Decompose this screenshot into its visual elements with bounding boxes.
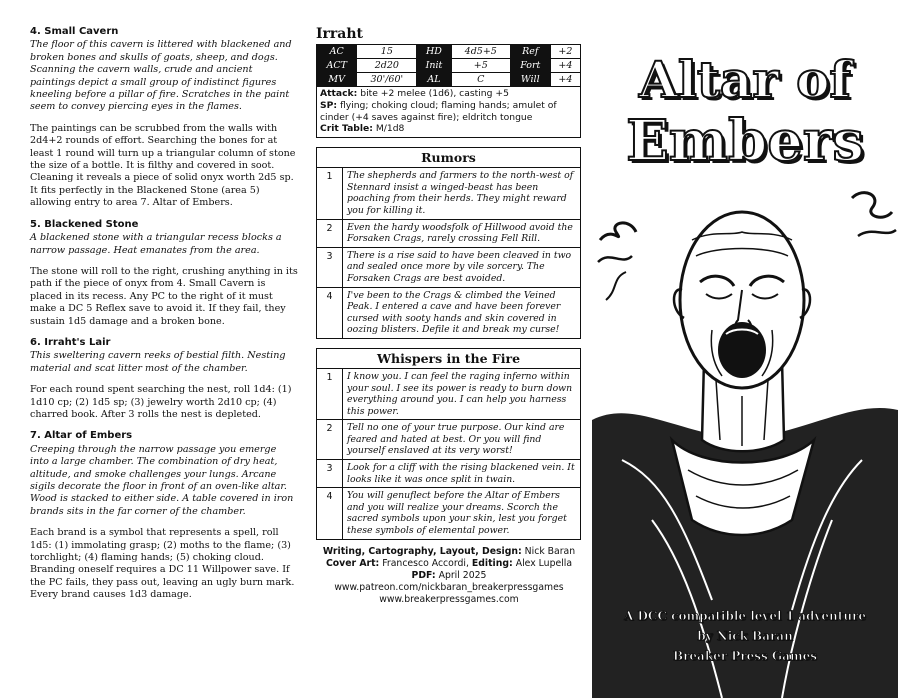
section-heading-irrahts-lair: 6. Irraht's Lair (30, 336, 111, 348)
stat-block-title: Irraht (316, 26, 364, 42)
stat-value: +2 (550, 45, 580, 59)
credit-edit-label: Editing: (471, 557, 513, 569)
table-row (317, 248, 580, 288)
stat-value: +5 (451, 59, 510, 73)
table-row (317, 220, 580, 248)
stat-key: Fort (510, 59, 550, 73)
stat-value: C (451, 73, 510, 87)
credit-pdf (316, 570, 582, 582)
crit-value: M/1d8 (372, 123, 405, 135)
credit-edit-value: Alex Lupella (512, 557, 573, 569)
sp-value: flying; choking cloud; flaming hands; amulet of cinder (+4 saves against fire); eldritch tongue (320, 99, 557, 123)
stat-row (317, 59, 581, 73)
boxed-text-irrahts-lair: This sweltering cavern reeks of bestial filth. Nesting material and scat litter most of the chamber. (30, 350, 286, 374)
row-number: 3 (317, 460, 343, 487)
row-number: 4 (317, 488, 343, 538)
row-number: 3 (317, 248, 343, 287)
stat-key: Ref (510, 45, 550, 59)
stat-value: +4 (550, 73, 580, 87)
row-text: Even the hardy woodsfolk of Hillwood avoid the Forsaken Crags, rarely crossing Fell Rill. (347, 221, 573, 245)
boxed-text-small-cavern: The floor of this cavern is littered with blackened and broken bones and skulls of goats, sheep, and dogs. Scanning the cavern walls, crude and ancient paintings depict a small group of indistinct figures kneeling before a pillar of fire. Scratches in the paint seem to convey piercing eyes in the flames. (30, 39, 292, 113)
stat-key: Will (510, 73, 550, 87)
table-row (317, 288, 580, 338)
attack-value: bite +2 melee (1d6), casting +5 (357, 88, 509, 99)
stat-key: MV (317, 73, 357, 87)
whispers-table (316, 348, 581, 540)
body-text-altar-of-embers: Each brand is a symbol that represents a spell, roll 1d5: (1) immolating grasp; (2) moths to the flame; (3) torchlight; (4) flaming hands; (5) choking cloud. Branding oneself requires a DC 11 Willpower save. If the PC fails, they pass out, leaving an ugly burn mark. Every brand causes 1d3 damage. (30, 527, 295, 601)
table-row (317, 369, 580, 420)
row-text: I've been to the Crags & climbed the Veined Peak. I entered a cave and have been forever cursed with sooty hands and skin covered in oozing blisters. Defile it and break my curse! (347, 289, 561, 336)
row-text: You will genuflect before the Altar of Embers and you will realize your dreams. Scorch the sacred symbols upon your skin, lest you forget these symbols of elemental power. (347, 490, 567, 537)
stat-value: +4 (550, 59, 580, 73)
stat-details (316, 87, 581, 138)
rumors-title: Rumors (317, 148, 580, 168)
body-text-small-cavern: The paintings can be scrubbed from the walls with 2d4+2 rounds of effort. Searching the bones for at least 1 round will turn up a triangular column of stone the size of a bottle. It is filthy and covered in soot. Cleaning it reveals a piece of solid onyx worth 2d5 sp. It fits perfectly in the Blackened Stone (area 5) allowing entry to area 7. Altar of Embers. (30, 122, 296, 209)
row-text: I know you. I can feel the raging inferno within your soul. I see its power is ready to burn down everything around you. I can help you harness this power. (347, 370, 573, 417)
credit-art-label: Cover Art: (325, 557, 380, 569)
body-text-irrahts-lair: For each round spent searching the nest, roll 1d4: (1) 1d10 cp; (2) 1d5 sp; (3) jewelry worth 2d10 cp; (4) charred book. After 3 rolls the nest is depleted. (30, 384, 292, 420)
cover-panel (592, 0, 898, 698)
row-text: The shepherds and farmers to the north-west of Stennard insist a winged-beast has been poaching from their herds. They might reward you for killing it. (347, 170, 574, 216)
stat-key: ACT (317, 59, 357, 73)
table-row (317, 488, 580, 538)
stat-key: AL (417, 73, 452, 87)
credit-art-editing (316, 558, 582, 570)
stat-table (316, 44, 581, 87)
row-number: 2 (317, 220, 343, 247)
section-heading-altar-of-embers: 7. Altar of Embers (30, 430, 133, 442)
stat-value: 2d20 (357, 59, 417, 73)
section-heading-blackened-stone: 5. Blackened Stone (30, 218, 139, 230)
stat-row (317, 73, 581, 87)
website-url[interactable]: www.breakerpressgames.com (379, 594, 519, 606)
sp-label: SP: (320, 99, 338, 111)
cover-title-line1: Altar of (639, 50, 851, 109)
credit-writing-value: Nick Baran (521, 545, 576, 557)
boxed-text-blackened-stone: A blackened stone with a triangular recess blocks a narrow passage. Heat emanates from the area. (30, 232, 282, 256)
row-number: 1 (317, 168, 343, 218)
credit-writing-label: Writing, Cartography, Layout, Design: (322, 545, 522, 557)
stat-crit (320, 123, 577, 135)
stat-row (317, 45, 581, 59)
cover-subtitle-line3: Breaker Press Games (672, 649, 818, 663)
stat-value: 15 (357, 45, 417, 59)
cover-title-line2: Embers (626, 108, 864, 174)
stat-attack (320, 88, 577, 100)
stat-value: 30'/60' (357, 73, 417, 87)
left-column (30, 26, 298, 611)
stat-value: 4d5+5 (451, 45, 510, 59)
row-text: Tell no one of your true purpose. Our kind are feared and hated at best. Or you will find yourself enslaved at its very worst! (347, 422, 565, 457)
attack-label: Attack: (320, 88, 358, 99)
crit-label: Crit Table: (320, 123, 373, 135)
credit-pdf-value: April 2025 (435, 570, 487, 582)
stat-key: Init (417, 59, 452, 73)
middle-column (316, 26, 582, 607)
patreon-url[interactable]: www.patreon.com/nickbaran_breakerpressgames (334, 582, 564, 594)
stat-special (320, 100, 577, 124)
row-text: Look for a cliff with the rising blackened vein. It looks like it was once split in twain. (347, 462, 575, 485)
table-row (317, 420, 580, 460)
row-number: 4 (317, 288, 343, 338)
row-text: There is a rise said to have been cleaved in two and sealed once more by vile sorcery. The Forsaken Crags are best avoided. (347, 249, 572, 284)
credit-pdf-label: PDF: (411, 570, 436, 582)
stat-key: AC (317, 45, 357, 59)
cover-subtitle-line2: by Nick Baran (697, 629, 793, 643)
table-row (317, 460, 580, 488)
credits (316, 546, 582, 607)
boxed-text-altar-of-embers: Creeping through the narrow passage you emerge into a large chamber. The combination of dry heat, altitude, and smoke challenges your lungs. Arcane sigils decorate the floor in front of an oven-like altar. Wood is stacked to either side. A table covered in iron brands sits in the far corner of the chamber. (30, 443, 294, 517)
body-text-blackened-stone: The stone will roll to the right, crushing anything in its path if the piece of onyx from 4. Small Cavern is placed in its recess. Any PC to the right of it must make a DC 5 Reflex save to avoid it. If they fail, they sustain 1d5 damage and a broken bone. (30, 265, 298, 327)
section-heading-small-cavern: 4. Small Cavern (30, 26, 119, 37)
whispers-title: Whispers in the Fire (317, 349, 580, 369)
table-row (317, 168, 580, 219)
rumors-table (316, 147, 581, 339)
credit-writing (316, 546, 582, 558)
row-number: 1 (317, 369, 343, 419)
stat-key: HD (417, 45, 452, 59)
credit-art-value: Francesco Accordi, (379, 557, 472, 569)
cover-subtitle-line1: A DCC compatible level 1 adventure (624, 609, 866, 623)
row-number: 2 (317, 420, 343, 459)
